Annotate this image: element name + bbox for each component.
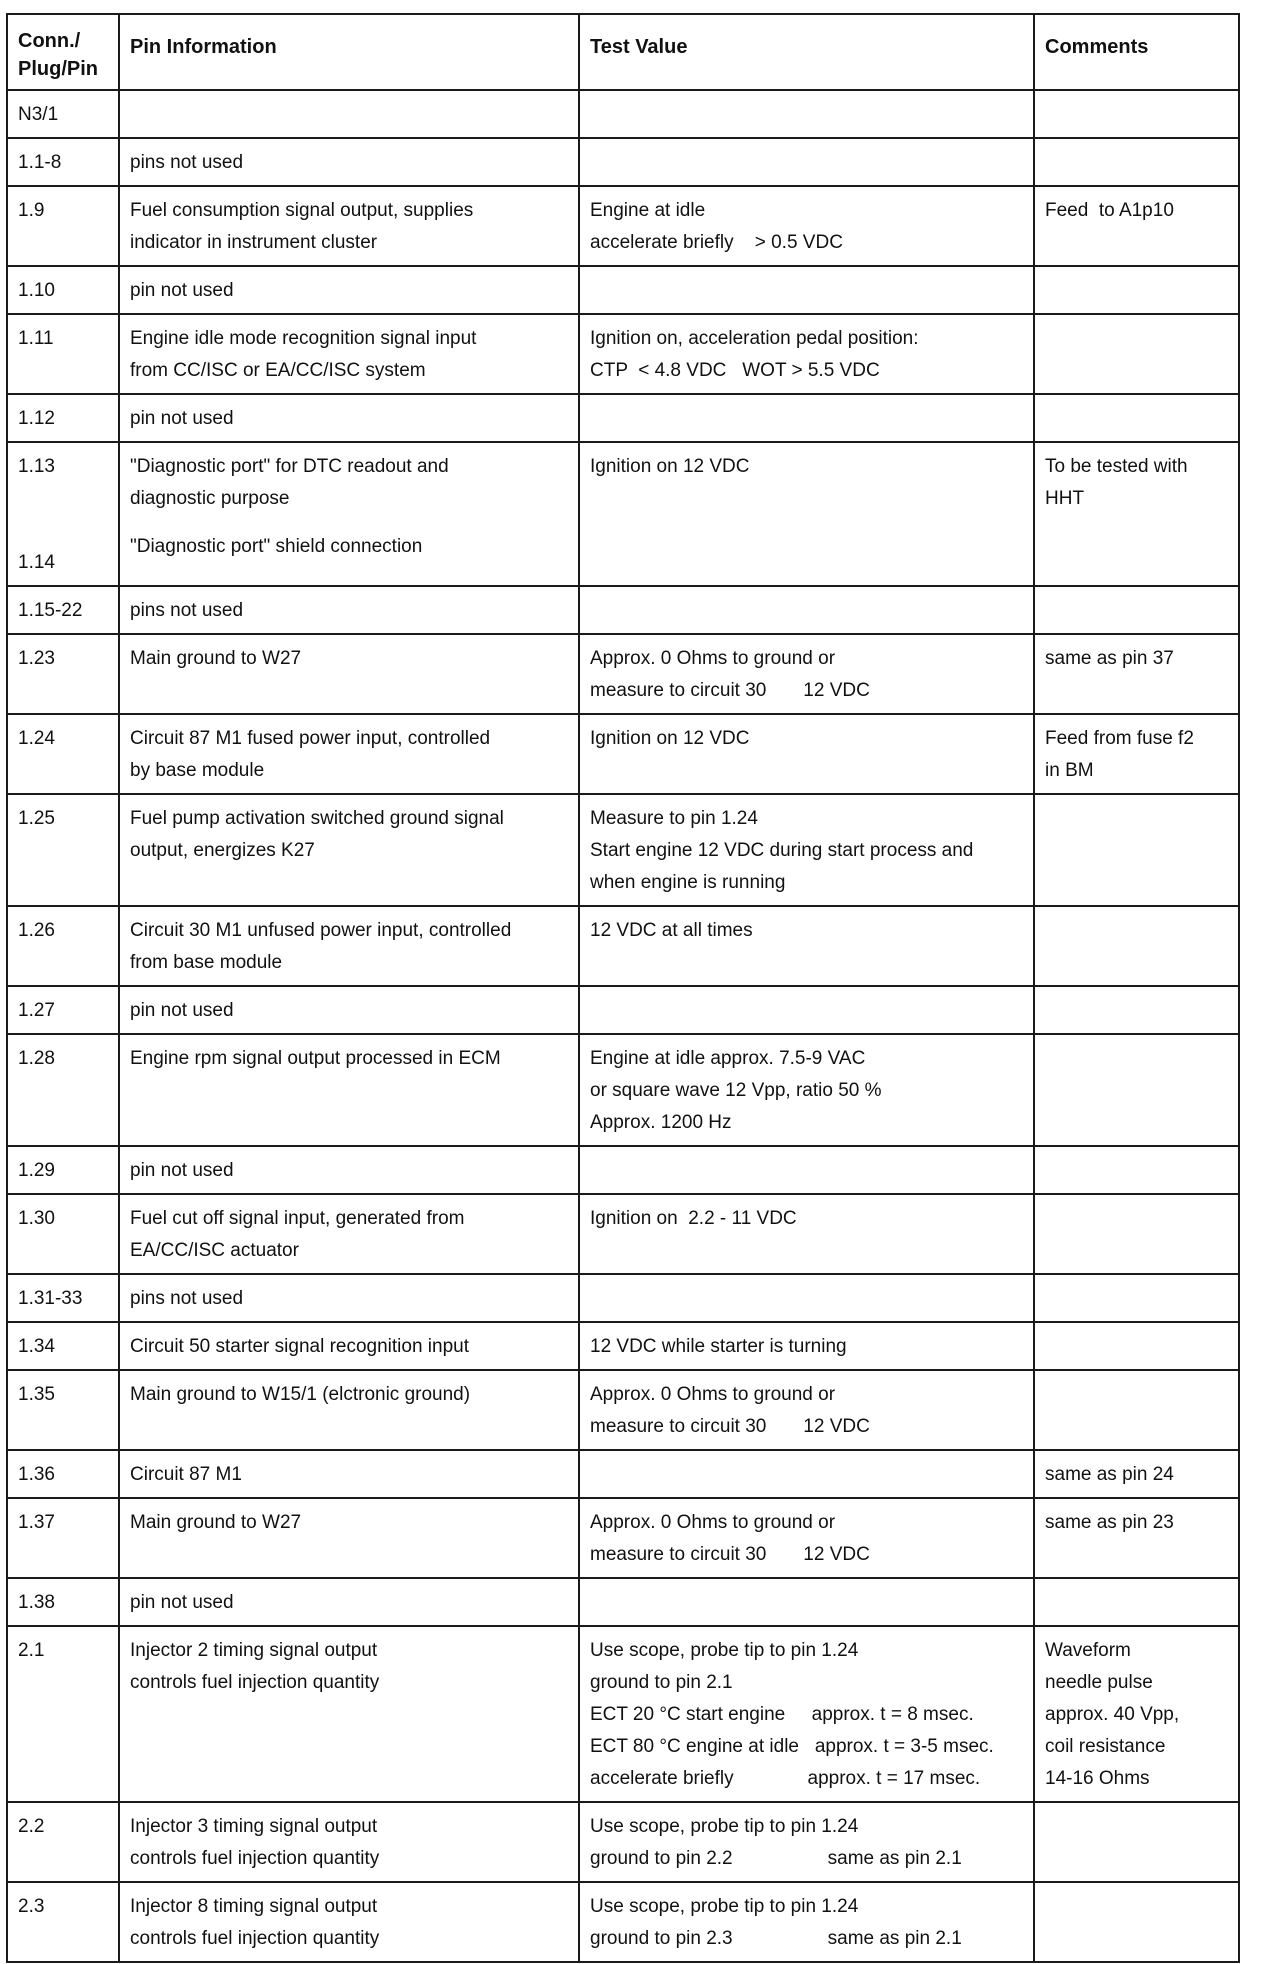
- table-row: [7, 442, 1239, 586]
- table-row: [7, 586, 1239, 634]
- cell-test-value-line: ground to pin 2.1: [590, 1672, 733, 1693]
- cell-pin-information-line: Engine idle mode recognition signal input: [130, 328, 477, 349]
- cell-pin-information-line: "Diagnostic port" for DTC readout and: [130, 456, 449, 477]
- cell-comments: [1034, 634, 1239, 714]
- cell-comments: [1034, 986, 1239, 1034]
- cell-pin-information: [119, 90, 579, 138]
- cell-pin-information-line: Circuit 87 M1: [130, 1464, 242, 1485]
- cell-conn: 1.24: [7, 714, 119, 794]
- cell-comments: [1034, 794, 1239, 906]
- cell-comments: [1034, 1034, 1239, 1146]
- cell-test-value: [579, 442, 1034, 586]
- cell-pin-information-line: Circuit 50 starter signal recognition input: [130, 1336, 470, 1357]
- cell-conn: 1.36: [7, 1450, 119, 1498]
- cell-comments-line: same as pin 37: [1045, 648, 1174, 669]
- cell-test-value: [579, 714, 1034, 794]
- cell-pin-information-line: [130, 515, 568, 531]
- cell-comments-line: Feed from fuse f2: [1045, 728, 1194, 749]
- cell-test-value-line: ECT 20 °C start engine approx. t = 8 msec.: [590, 1704, 974, 1725]
- cell-conn: 1.10: [7, 266, 119, 314]
- cell-test-value-line: ground to pin 2.3 same as pin 2.1: [590, 1928, 962, 1949]
- cell-conn: 2.2: [7, 1802, 119, 1882]
- cell-comments: [1034, 1802, 1239, 1882]
- cell-comments: [1034, 1450, 1239, 1498]
- cell-pin-information-line: output, energizes K27: [130, 840, 315, 861]
- cell-pin-information: [119, 186, 579, 266]
- cell-pin-information: [119, 1034, 579, 1146]
- cell-pin-information-line: Injector 2 timing signal output: [130, 1640, 378, 1661]
- cell-pin-information-line: from base module: [130, 952, 283, 973]
- table-row: [7, 1034, 1239, 1146]
- cell-test-value-line: Ignition on 2.2 - 11 VDC: [590, 1208, 797, 1229]
- cell-pin-information-line: pin not used: [130, 408, 234, 429]
- cell-comments-line: Feed to A1p10: [1045, 200, 1174, 221]
- table-row: [7, 634, 1239, 714]
- cell-pin-information: [119, 986, 579, 1034]
- cell-test-value-line: Approx. 0 Ohms to ground or: [590, 1384, 836, 1405]
- cell-test-value: [579, 1146, 1034, 1194]
- cell-test-value: [579, 1802, 1034, 1882]
- cell-test-value: [579, 1322, 1034, 1370]
- cell-pin-information: [119, 1370, 579, 1450]
- cell-conn: 1.25: [7, 794, 119, 906]
- cell-pin-information-line: Fuel consumption signal output, supplies: [130, 200, 474, 221]
- cell-pin-information-line: by base module: [130, 760, 265, 781]
- cell-comments: [1034, 1498, 1239, 1578]
- cell-test-value: [579, 906, 1034, 986]
- cell-pin-information-line: pin not used: [130, 1160, 234, 1181]
- table-row: [7, 266, 1239, 314]
- cell-comments: [1034, 1882, 1239, 1962]
- cell-test-value-line: measure to circuit 30 12 VDC: [590, 1544, 870, 1565]
- cell-test-value-line: 12 VDC at all times: [590, 920, 753, 941]
- cell-test-value: [579, 138, 1034, 186]
- cell-conn: 1.9: [7, 186, 119, 266]
- cell-conn: 1.37: [7, 1498, 119, 1578]
- cell-pin-information: [119, 794, 579, 906]
- cell-test-value-line: CTP < 4.8 VDC WOT > 5.5 VDC: [590, 360, 880, 381]
- cell-comments: [1034, 1194, 1239, 1274]
- cell-comments: [1034, 586, 1239, 634]
- cell-conn: 1.11: [7, 314, 119, 394]
- cell-comments: [1034, 314, 1239, 394]
- cell-test-value-line: accelerate briefly > 0.5 VDC: [590, 232, 843, 253]
- cell-test-value-line: Start engine 12 VDC during start process and: [590, 840, 974, 861]
- table-row: [7, 714, 1239, 794]
- cell-pin-information-line: Main ground to W27: [130, 1512, 302, 1533]
- cell-test-value-line: Use scope, probe tip to pin 1.24: [590, 1816, 859, 1837]
- cell-comments: [1034, 1322, 1239, 1370]
- cell-test-value-line: accelerate briefly approx. t = 17 msec.: [590, 1768, 981, 1789]
- cell-test-value-line: measure to circuit 30 12 VDC: [590, 680, 870, 701]
- cell-pin-information: [119, 1882, 579, 1962]
- table-row: [7, 90, 1239, 138]
- cell-comments: [1034, 442, 1239, 586]
- cell-conn: 1.34: [7, 1322, 119, 1370]
- cell-pin-information-line: pin not used: [130, 1592, 234, 1613]
- cell-comments: [1034, 138, 1239, 186]
- cell-pin-information-line: controls fuel injection quantity: [130, 1848, 380, 1869]
- cell-pin-information: [119, 1146, 579, 1194]
- cell-pin-information-line: pin not used: [130, 1000, 234, 1021]
- cell-pin-information: [119, 314, 579, 394]
- cell-test-value-line: measure to circuit 30 12 VDC: [590, 1416, 870, 1437]
- cell-pin-information-line: Fuel cut off signal input, generated from: [130, 1208, 465, 1229]
- table-row: [7, 794, 1239, 906]
- cell-pin-information: [119, 906, 579, 986]
- table-row: [7, 1194, 1239, 1274]
- cell-comments-line: Waveform: [1045, 1640, 1131, 1661]
- cell-comments: [1034, 266, 1239, 314]
- cell-comments-line: same as pin 23: [1045, 1512, 1174, 1533]
- cell-conn: 2.1: [7, 1626, 119, 1802]
- cell-test-value-line: Use scope, probe tip to pin 1.24: [590, 1640, 859, 1661]
- table-row: [7, 1274, 1239, 1322]
- header-conn: Conn./ Plug/Pin: [7, 14, 119, 90]
- table-row: [7, 1578, 1239, 1626]
- header-row: [7, 14, 1239, 90]
- cell-test-value-line: Measure to pin 1.24: [590, 808, 758, 829]
- table-row: [7, 986, 1239, 1034]
- cell-test-value: [579, 1882, 1034, 1962]
- cell-conn: N3/1: [7, 90, 119, 138]
- cell-pin-information-line: Circuit 87 M1 fused power input, controlled: [130, 728, 491, 749]
- cell-pin-information-line: diagnostic purpose: [130, 488, 290, 509]
- cell-test-value: [579, 1034, 1034, 1146]
- cell-conn: 1.35: [7, 1370, 119, 1450]
- cell-pin-information: [119, 138, 579, 186]
- cell-comments: [1034, 90, 1239, 138]
- cell-test-value-line: Engine at idle: [590, 200, 706, 221]
- cell-test-value: [579, 1274, 1034, 1322]
- cell-comments-line: To be tested with: [1045, 456, 1188, 477]
- table-row: [7, 906, 1239, 986]
- cell-test-value: [579, 394, 1034, 442]
- header-test-value: Test Value: [579, 14, 1034, 90]
- cell-pin-information: [119, 266, 579, 314]
- cell-pin-information-line: Main ground to W15/1 (elctronic ground): [130, 1384, 471, 1405]
- cell-test-value: [579, 186, 1034, 266]
- cell-pin-information-line: pins not used: [130, 600, 244, 621]
- cell-pin-information-line: controls fuel injection quantity: [130, 1928, 380, 1949]
- cell-test-value-line: Use scope, probe tip to pin 1.24: [590, 1896, 859, 1917]
- cell-test-value-line: Approx. 1200 Hz: [590, 1112, 732, 1133]
- pin-table: [6, 13, 1240, 1963]
- cell-pin-information: [119, 1802, 579, 1882]
- cell-test-value: [579, 1626, 1034, 1802]
- cell-comments: [1034, 186, 1239, 266]
- table-row: [7, 1322, 1239, 1370]
- cell-test-value: [579, 1450, 1034, 1498]
- cell-pin-information-line: EA/CC/ISC actuator: [130, 1240, 299, 1261]
- cell-conn: 1.38: [7, 1578, 119, 1626]
- cell-test-value-line: Ignition on, acceleration pedal position:: [590, 328, 919, 349]
- cell-test-value-line: Ignition on 12 VDC: [590, 456, 750, 477]
- header-pin-information: Pin Information: [119, 14, 579, 90]
- cell-pin-information-line: pin not used: [130, 280, 234, 301]
- cell-test-value-line: Approx. 0 Ohms to ground or: [590, 648, 836, 669]
- cell-pin-information-line: pins not used: [130, 152, 244, 173]
- table-row: [7, 186, 1239, 266]
- cell-comments: [1034, 714, 1239, 794]
- cell-conn: 1.13 1.14: [7, 442, 119, 586]
- cell-pin-information: [119, 394, 579, 442]
- cell-conn: 1.1-8: [7, 138, 119, 186]
- cell-pin-information-line: Circuit 30 M1 unfused power input, controlled: [130, 920, 512, 941]
- cell-pin-information-line: pins not used: [130, 1288, 244, 1309]
- table-row: [7, 1450, 1239, 1498]
- cell-conn: 1.28: [7, 1034, 119, 1146]
- cell-pin-information: [119, 1322, 579, 1370]
- cell-conn: 2.3: [7, 1882, 119, 1962]
- cell-conn: 1.15-22: [7, 586, 119, 634]
- cell-pin-information-line: indicator in instrument cluster: [130, 232, 378, 253]
- cell-test-value: [579, 986, 1034, 1034]
- cell-comments: [1034, 1274, 1239, 1322]
- cell-pin-information-line: Injector 8 timing signal output: [130, 1896, 378, 1917]
- cell-pin-information-line: controls fuel injection quantity: [130, 1672, 380, 1693]
- cell-pin-information: [119, 1498, 579, 1578]
- cell-pin-information-line: "Diagnostic port" shield connection: [130, 536, 423, 557]
- cell-comments-line: in BM: [1045, 760, 1094, 781]
- cell-comments: [1034, 1578, 1239, 1626]
- cell-pin-information: [119, 1626, 579, 1802]
- table-row: [7, 1882, 1239, 1962]
- cell-pin-information-line: from CC/ISC or EA/CC/ISC system: [130, 360, 426, 381]
- cell-pin-information-line: Engine rpm signal output processed in ECM: [130, 1048, 501, 1069]
- cell-test-value: [579, 1370, 1034, 1450]
- table-row: [7, 314, 1239, 394]
- cell-test-value: [579, 634, 1034, 714]
- cell-test-value: [579, 1498, 1034, 1578]
- cell-pin-information: [119, 442, 579, 586]
- cell-conn: 1.23: [7, 634, 119, 714]
- table-row: [7, 1146, 1239, 1194]
- cell-comments: [1034, 1370, 1239, 1450]
- cell-comments: [1034, 1626, 1239, 1802]
- cell-pin-information: [119, 1450, 579, 1498]
- cell-pin-information: [119, 586, 579, 634]
- cell-test-value-line: when engine is running: [590, 872, 786, 893]
- cell-pin-information: [119, 1274, 579, 1322]
- cell-conn: 1.27: [7, 986, 119, 1034]
- cell-test-value: [579, 1578, 1034, 1626]
- header-comments: Comments: [1034, 14, 1239, 90]
- cell-comments-line: HHT: [1045, 488, 1085, 509]
- cell-conn: 1.30: [7, 1194, 119, 1274]
- table-row: [7, 1370, 1239, 1450]
- cell-test-value: [579, 794, 1034, 906]
- cell-test-value: [579, 314, 1034, 394]
- cell-test-value: [579, 1194, 1034, 1274]
- table-row: [7, 1802, 1239, 1882]
- cell-comments: [1034, 1146, 1239, 1194]
- cell-pin-information-line: Injector 3 timing signal output: [130, 1816, 378, 1837]
- cell-test-value-line: Engine at idle approx. 7.5-9 VAC: [590, 1048, 866, 1069]
- cell-test-value: [579, 90, 1034, 138]
- table-row: [7, 394, 1239, 442]
- cell-comments-line: needle pulse: [1045, 1672, 1153, 1693]
- cell-pin-information: [119, 634, 579, 714]
- cell-pin-information-line: Main ground to W27: [130, 648, 302, 669]
- cell-comments-line: approx. 40 Vpp,: [1045, 1704, 1180, 1725]
- cell-test-value-line: Approx. 0 Ohms to ground or: [590, 1512, 836, 1533]
- table-row: [7, 1498, 1239, 1578]
- cell-conn: 1.26: [7, 906, 119, 986]
- cell-pin-information: [119, 1194, 579, 1274]
- cell-test-value-line: 12 VDC while starter is turning: [590, 1336, 847, 1357]
- cell-pin-information: [119, 1578, 579, 1626]
- cell-comments-line: coil resistance: [1045, 1736, 1166, 1757]
- cell-test-value: [579, 266, 1034, 314]
- cell-comments-line: same as pin 24: [1045, 1464, 1174, 1485]
- cell-pin-information-line: Fuel pump activation switched ground signal: [130, 808, 504, 829]
- cell-pin-information: [119, 714, 579, 794]
- cell-test-value: [579, 586, 1034, 634]
- table-row: [7, 1626, 1239, 1802]
- cell-test-value-line: ECT 80 °C engine at idle approx. t = 3-5 msec.: [590, 1736, 994, 1757]
- cell-comments: [1034, 394, 1239, 442]
- cell-test-value-line: ground to pin 2.2 same as pin 2.1: [590, 1848, 962, 1869]
- table-row: [7, 138, 1239, 186]
- cell-conn: 1.12: [7, 394, 119, 442]
- cell-conn: 1.31-33: [7, 1274, 119, 1322]
- cell-conn: 1.29: [7, 1146, 119, 1194]
- cell-test-value-line: Ignition on 12 VDC: [590, 728, 750, 749]
- table-body: [7, 90, 1239, 1962]
- cell-test-value-line: or square wave 12 Vpp, ratio 50 %: [590, 1080, 882, 1101]
- cell-comments-line: 14-16 Ohms: [1045, 1768, 1150, 1789]
- cell-comments: [1034, 906, 1239, 986]
